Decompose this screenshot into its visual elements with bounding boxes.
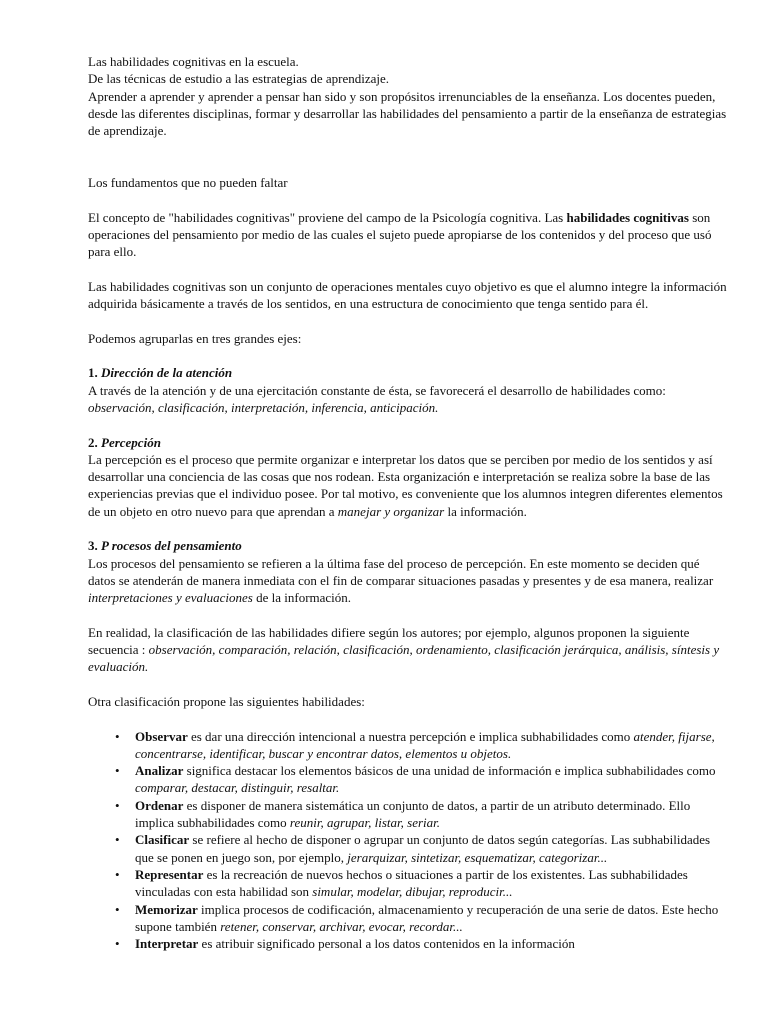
eje-number: 3.: [88, 538, 101, 554]
paragraph-operaciones: Las habilidades cognitivas son un conjunto de operaciones mentales cuyo objetivo es que el alumno integre la información adquirida básicamente a través de los sentidos, en una estructura de conocimiento que tenga sentido para él.: [88, 278, 727, 312]
text-run: La percepción es el proceso que permite organizar e interpretar los datos que se perciben por medio de los sentidos y así desarrollar una conciencia de las cosas que nos rodean. Esta organización e interpretación se realiza sobre la base de las experiencias previas que el individuo posee. Por tal motivo, es conveniente que los alumnos integren diferentes elementos de un objeto en otro nuevo para que aprendan a: [88, 451, 723, 519]
eje-heading: [88, 537, 728, 554]
text-run: En realidad, la clasificación de las habilidades difiere según los autores; por ejemplo, algunos proponen la siguiente secuencia :: [88, 624, 690, 658]
spacer: [88, 139, 728, 174]
paragraph-realidad: [88, 624, 728, 676]
bullet-icon: •: [115, 866, 120, 882]
habilidad-sub: atender, fijarse, concentrarse, identificar, buscar y encontrar datos, elementos u objetos.: [135, 728, 715, 761]
habilidad-desc: es la recreación de nuevos hechos o situaciones a partir de los existentes. Las subhabilidades vinculadas con esta habilidad son: [135, 866, 688, 900]
eje-text: [88, 451, 728, 520]
doc-title: Las habilidades cognitivas en la escuela.: [88, 54, 299, 69]
habilidad-sub: simular, modelar, dibujar, reproducir...: [312, 884, 513, 900]
habilidad-desc: implica procesos de codificación, almacenamiento y recuperación de una serie de datos. Este hecho supone también: [135, 901, 719, 934]
habilidad-sub: jerarquizar, sintetizar, esquematizar, categorizar...: [347, 849, 608, 865]
italic-run: interpretaciones y evaluaciones: [88, 590, 253, 606]
habilidad-term: Observar: [135, 728, 188, 744]
eje-title: Dirección de la atención: [101, 365, 233, 381]
paragraph-concepto: [88, 209, 728, 261]
document-body: [88, 53, 728, 952]
eje-number: 2.: [88, 434, 101, 450]
paragraph-agrupar: Podemos agruparlas en tres grandes ejes:: [88, 330, 302, 346]
spacer: [88, 347, 728, 364]
eje-title: Percepción: [101, 434, 161, 450]
list-item: [115, 866, 728, 901]
spacer: [88, 676, 728, 693]
eje-section: [88, 434, 728, 520]
bullet-icon: •: [115, 763, 120, 779]
eje-number: 1.: [88, 365, 101, 381]
eje-section: [88, 537, 728, 606]
italic-run: manejar y organizar: [337, 503, 445, 519]
habilidad-desc: significa destacar los elementos básicos de una unidad de información e implica subhabilidades como: [183, 763, 716, 779]
spacer: [88, 520, 728, 537]
eje-title: P rocesos del pensamiento: [101, 538, 242, 554]
habilidad-term: Representar: [135, 866, 204, 882]
habilidad-term: Memorizar: [135, 901, 198, 917]
spacer: [88, 261, 728, 278]
intro-paragraph: Aprender a aprender y aprender a pensar han sido y son propósitos irrenunciables de la enseñanza. Los docentes pueden, desde las diferentes disciplinas, formar y desarrollar las habilidades del pensamiento a partir de la enseñanza de estrategias de aprendizaje.: [88, 88, 727, 139]
spacer: [88, 191, 728, 208]
list-item: [115, 831, 728, 866]
habilidad-sub: retener, conservar, archivar, evocar, recordar...: [220, 918, 463, 934]
italic-run: observación, clasificación, interpretación, inferencia, anticipación.: [88, 399, 439, 415]
habilidades-list: [88, 728, 728, 953]
text-run: A través de la atención y de una ejercitación constante de ésta, se favorecerá el desarrollo de habilidades como:: [88, 382, 666, 398]
eje-section: [88, 364, 728, 416]
habilidad-sub: reunir, agrupar, listar, seriar.: [289, 815, 441, 831]
list-item: [115, 762, 728, 797]
eje-text: [88, 382, 728, 417]
bullet-icon: •: [115, 936, 120, 952]
habilidad-desc: es disponer de manera sistemática un conjunto de datos, a partir de un atributo determinado. Ello implica subhabilidades como: [135, 797, 691, 831]
habilidad-term: Analizar: [135, 763, 184, 779]
list-item: [115, 935, 728, 952]
doc-subtitle: De las técnicas de estudio a las estrategias de aprendizaje.: [88, 71, 390, 87]
spacer: [88, 607, 728, 624]
text-run: El concepto de "habilidades cognitivas" proviene del campo de la Psicología cognitiva. Las: [88, 209, 567, 225]
spacer: [88, 710, 728, 727]
bold-term: habilidades cognitivas: [566, 209, 689, 225]
spacer: [88, 416, 728, 433]
text-run: son operaciones del pensamiento por medio de las cuales el sujeto puede apropiarse de los contenidos y del proceso que usó para ello.: [88, 209, 712, 260]
habilidad-term: Clasificar: [135, 832, 190, 848]
bullet-icon: •: [115, 832, 120, 848]
eje-text: [88, 555, 728, 607]
habilidad-desc: se refiere al hecho de disponer o agrupar un conjunto de datos según categorías. Las subhabilidades que se ponen en juego son, por ejemplo,: [135, 832, 711, 865]
bullet-icon: •: [115, 797, 120, 813]
bullet-icon: •: [115, 728, 120, 744]
text-run: la información.: [444, 503, 527, 519]
section-heading-fundamentos: Los fundamentos que no pueden faltar: [88, 175, 288, 191]
bullet-icon: •: [115, 901, 120, 917]
list-item: [115, 901, 728, 936]
eje-heading: [88, 434, 728, 451]
list-item: [115, 728, 728, 763]
text-run: Los procesos del pensamiento se refieren a la última fase del proceso de percepción. En este momento se deciden qué datos se atenderán de manera inmediata con el fin de comparar situaciones pasadas y presentes y de esa manera, realizar: [88, 555, 714, 588]
habilidad-sub: comparar, destacar, distinguir, resaltar.: [135, 780, 340, 796]
habilidad-term: Interpretar: [135, 936, 199, 952]
italic-run: observación, comparación, relación, clasificación, ordenamiento, clasificación jerárquica, análisis, síntesis y evaluación.: [88, 642, 720, 675]
spacer: [88, 312, 728, 329]
text-run: de la información.: [252, 590, 352, 606]
list-item: [115, 797, 728, 832]
eje-heading: [88, 364, 728, 381]
habilidad-desc: es atribuir significado personal a los datos contenidos en la información: [198, 936, 575, 952]
habilidad-term: Ordenar: [135, 797, 184, 813]
habilidad-desc: es dar una dirección intencional a nuestra percepción e implica subhabilidades como: [187, 728, 634, 744]
paragraph-otra-clasificacion: Otra clasificación propone las siguientes habilidades:: [88, 693, 365, 709]
